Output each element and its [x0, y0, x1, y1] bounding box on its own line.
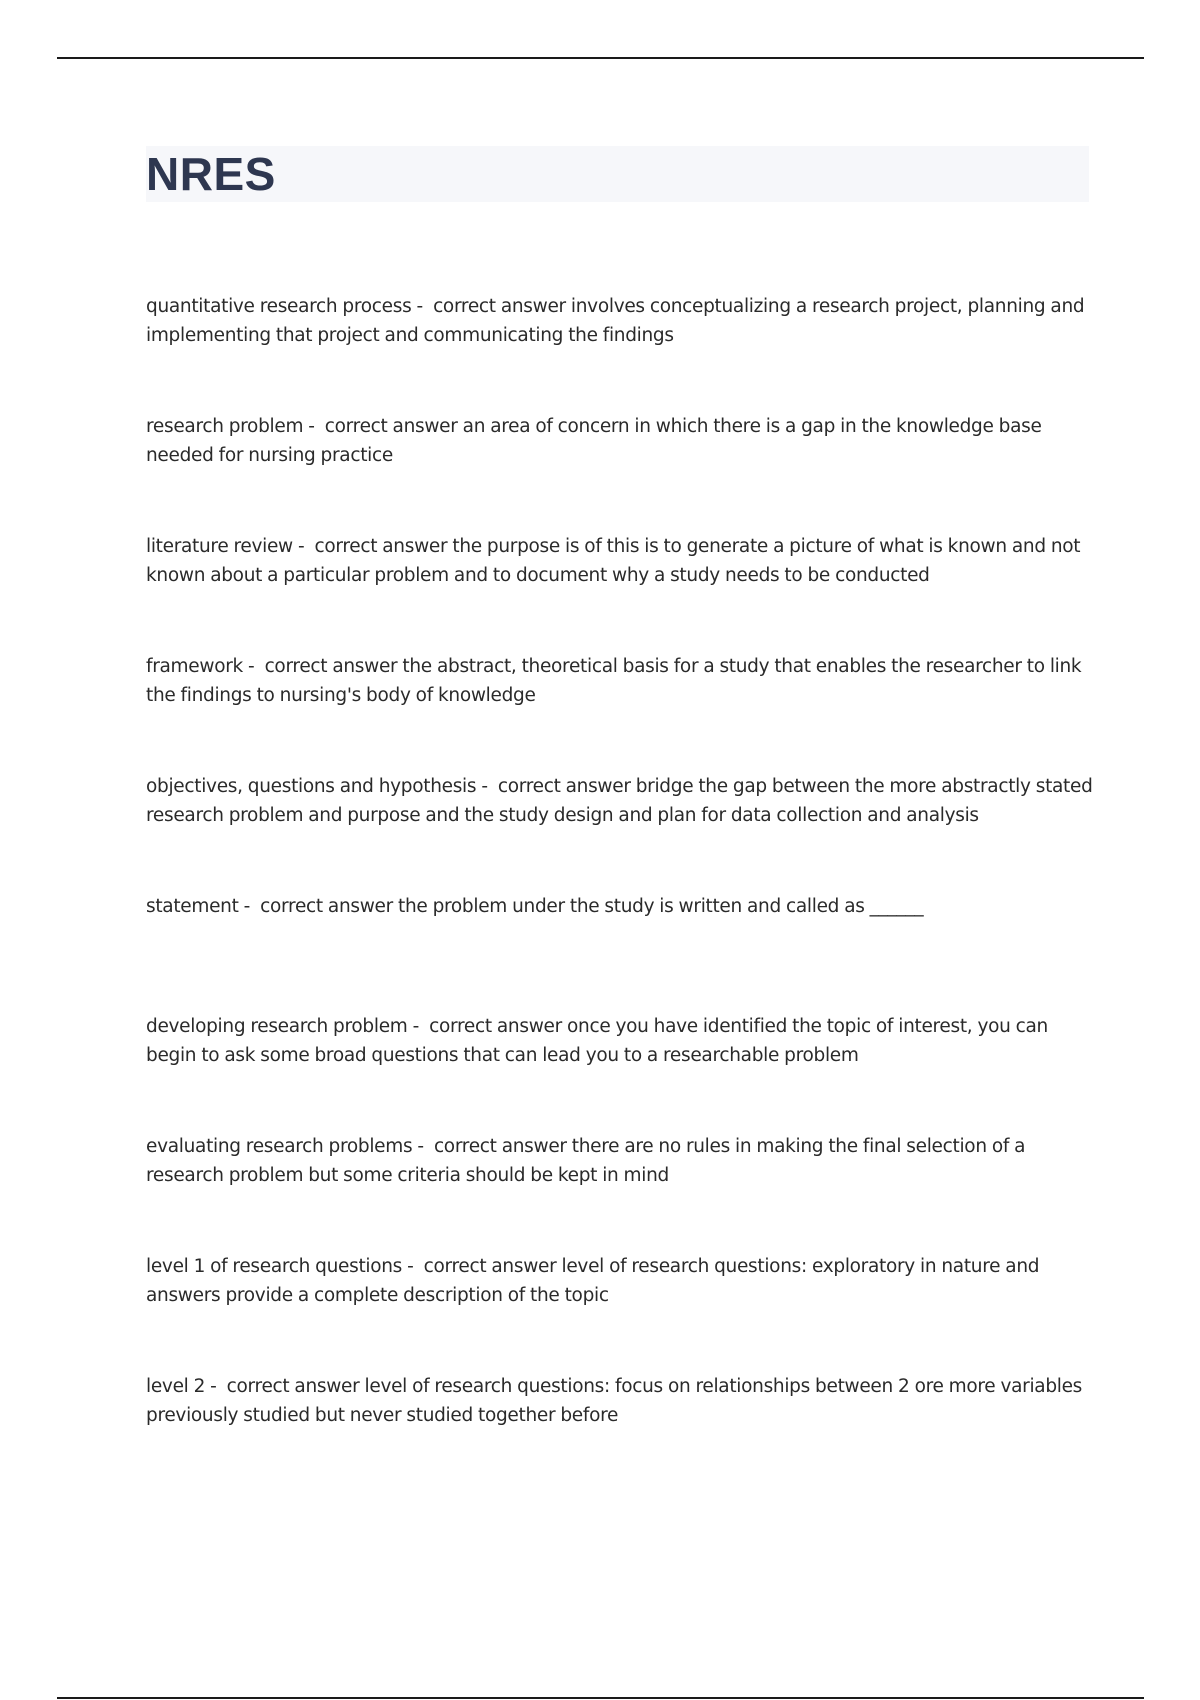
entry-separator: -: [292, 536, 315, 557]
entry-answer: there are no rules in making the final selection of a research problem but some criteria should be kept in mind: [146, 1136, 1026, 1186]
entry-separator: -: [407, 1016, 430, 1037]
entry-answer: the problem under the study is written and called as ______: [398, 896, 924, 917]
list-item: [146, 292, 1096, 412]
list-item: [146, 1132, 1096, 1252]
list-item: [146, 532, 1096, 652]
entry-term: level 2: [146, 1376, 206, 1397]
entry-answer: bridge the gap between the more abstractly stated research problem and purpose and the study design and plan for data collection and analysis: [146, 776, 1093, 826]
answer-prefix: correct answer: [423, 1256, 562, 1277]
entry-term: statement: [146, 896, 239, 917]
entry-term: objectives, questions and hypothesis: [146, 776, 477, 797]
top-rule: [57, 57, 1144, 59]
entry-answer: level of research questions: exploratory in nature and answers provide a complete description of the topic: [146, 1256, 1040, 1306]
document-title: NRES: [146, 148, 276, 200]
bottom-rule: [57, 1697, 1144, 1699]
entry-answer: an area of concern in which there is a gap in the knowledge base needed for nursing practice: [146, 416, 1042, 466]
entry-term: literature review: [146, 536, 293, 557]
list-item: [146, 892, 1096, 1012]
answer-prefix: correct answer: [314, 536, 453, 557]
entry-separator: -: [476, 776, 498, 797]
entry-list: [146, 292, 1096, 1492]
entry-separator: -: [238, 896, 261, 917]
entry-term: evaluating research problems: [146, 1136, 413, 1157]
answer-prefix: correct answer: [260, 896, 399, 917]
entry-separator: -: [242, 656, 265, 677]
list-item: [146, 1372, 1096, 1492]
answer-prefix: correct answer: [497, 776, 636, 797]
title-band: [146, 146, 1089, 202]
entry-answer: level of research questions: focus on relationships between 2 ore more variables previously studied but never studied together before: [146, 1376, 1083, 1426]
answer-prefix: correct answer: [433, 1136, 572, 1157]
entry-term: level 1 of research questions: [146, 1256, 403, 1277]
entry-answer: the purpose is of this is to generate a picture of what is known and not known about a particular problem and to document why a study needs to be conducted: [146, 536, 1081, 586]
list-item: [146, 1012, 1096, 1132]
list-item: [146, 652, 1096, 772]
entry-separator: -: [402, 1256, 424, 1277]
entry-answer: once you have identified the topic of interest, you can begin to ask some broad questions that can lead you to a researchable problem: [146, 1016, 1048, 1066]
list-item: [146, 412, 1096, 532]
list-item: [146, 1252, 1096, 1372]
entry-answer: the abstract, theoretical basis for a study that enables the researcher to link the findings to nursing's body of knowledge: [146, 656, 1082, 706]
entry-separator: -: [303, 416, 325, 437]
entry-separator: -: [412, 1136, 434, 1157]
entry-term: developing research problem: [146, 1016, 408, 1037]
entry-separator: -: [205, 1376, 227, 1397]
answer-prefix: correct answer: [324, 416, 463, 437]
list-item: [146, 772, 1096, 892]
answer-prefix: correct answer: [429, 1016, 567, 1037]
entry-separator: -: [411, 296, 434, 317]
entry-term: framework: [146, 656, 243, 677]
answer-prefix: correct answer: [433, 296, 571, 317]
entry-term: quantitative research process: [146, 296, 412, 317]
entry-answer: involves conceptualizing a research project, planning and implementing that project and communicating the findings: [146, 296, 1085, 346]
answer-prefix: correct answer: [226, 1376, 365, 1397]
entry-term: research problem: [146, 416, 304, 437]
answer-prefix: correct answer: [264, 656, 403, 677]
